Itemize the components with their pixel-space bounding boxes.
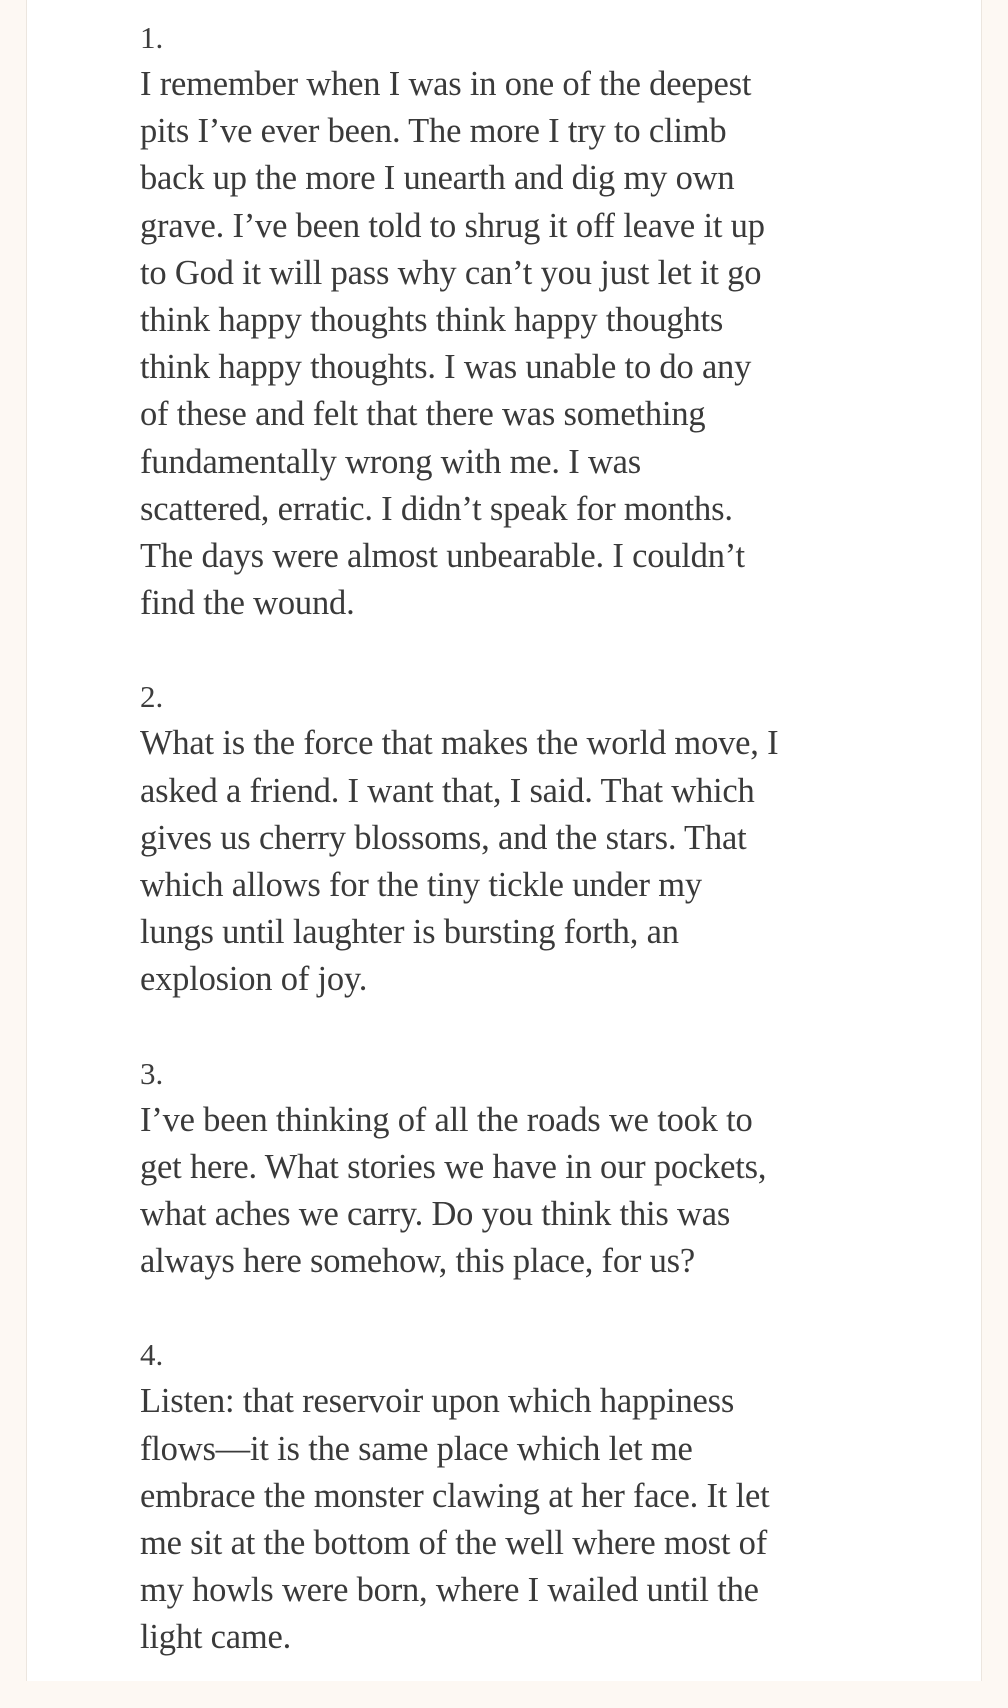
text-line: scattered, erratic. I didn’t speak for months. xyxy=(140,489,733,528)
section-number: 3. xyxy=(140,1055,164,1091)
text-line: to God it will pass why can’t you just let it go xyxy=(140,253,762,292)
text-line: find the wound. xyxy=(140,584,355,623)
text-line: always here somehow, this place, for us? xyxy=(140,1242,696,1281)
text-line: back up the more I unearth and dig my own xyxy=(140,159,735,198)
text-line: me sit at the bottom of the well where most of xyxy=(140,1524,767,1563)
text-line: flows—it is the same place which let me xyxy=(140,1429,693,1468)
section-1 xyxy=(140,14,880,627)
text-line: think happy thoughts think happy thoughts xyxy=(140,301,724,340)
section-3 xyxy=(140,1050,880,1286)
text-line: my howls were born, where I wailed until the xyxy=(140,1571,759,1610)
text-line: grave. I’ve been told to shrug it off leave it up xyxy=(140,206,765,245)
section-paragraph xyxy=(140,1378,880,1661)
section-paragraph xyxy=(140,1097,880,1286)
text-line: of these and felt that there was something xyxy=(140,395,706,434)
text-line: I’ve been thinking of all the roads we took to xyxy=(140,1100,753,1139)
section-number: 2. xyxy=(140,679,164,715)
text-line: I remember when I was in one of the deepest xyxy=(140,65,752,103)
section-4 xyxy=(140,1331,880,1661)
text-line: explosion of joy. xyxy=(140,960,368,999)
section-paragraph xyxy=(140,720,880,1003)
section-paragraph xyxy=(140,61,880,627)
article-body xyxy=(140,14,880,1708)
section-number: 1. xyxy=(140,20,164,55)
section-number: 4. xyxy=(140,1337,164,1373)
text-line: light came. xyxy=(140,1618,292,1657)
text-line: What is the force that makes the world move, I xyxy=(140,724,779,763)
text-line: gives us cherry blossoms, and the stars. That xyxy=(140,818,747,857)
text-line: think happy thoughts. I was unable to do any xyxy=(140,348,752,387)
text-line: what aches we carry. Do you think this was xyxy=(140,1195,731,1234)
text-line: Listen: that reservoir upon which happiness xyxy=(140,1382,735,1421)
text-line: pits I’ve ever been. The more I try to climb xyxy=(140,112,727,151)
text-line: The days were almost unbearable. I couldn’t xyxy=(140,537,745,576)
text-line: fundamentally wrong with me. I was xyxy=(140,442,641,481)
text-line: asked a friend. I want that, I said. That which xyxy=(140,771,755,810)
text-line: lungs until laughter is bursting forth, an xyxy=(140,913,679,952)
text-line: embrace the monster clawing at her face. It let xyxy=(140,1476,770,1515)
text-line: get here. What stories we have in our pockets, xyxy=(140,1147,767,1186)
text-line: which allows for the tiny tickle under my xyxy=(140,866,702,905)
section-2 xyxy=(140,673,880,1003)
